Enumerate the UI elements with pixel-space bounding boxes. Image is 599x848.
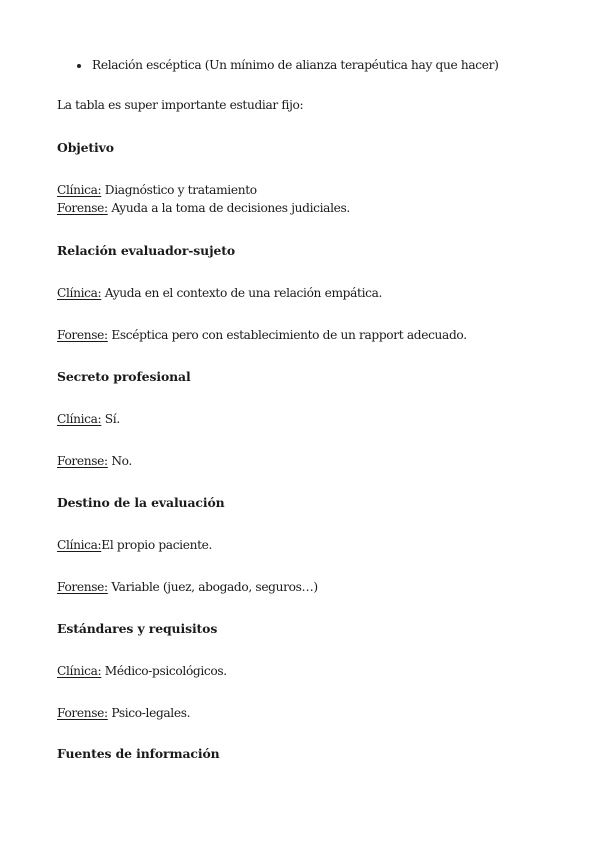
bullet-icon bbox=[77, 64, 81, 68]
clinica-label: Clínica: bbox=[57, 286, 102, 300]
section-heading-objetivo: Objetivo bbox=[57, 140, 114, 155]
forense-label: Forense: bbox=[57, 454, 108, 468]
intro-paragraph: La tabla es super importante estudiar fijo: bbox=[57, 98, 304, 112]
forense-text: No. bbox=[107, 454, 132, 468]
forense-relacion bbox=[57, 327, 467, 343]
forense-label: Forense: bbox=[57, 706, 108, 720]
clinica-label: Clínica: bbox=[57, 183, 102, 197]
bullet-item: Relación escéptica (Un mínimo de alianza terapéutica hay que hacer) bbox=[92, 58, 499, 72]
forense-label: Forense: bbox=[57, 201, 108, 215]
clinica-label: Clínica: bbox=[57, 538, 102, 552]
clinica-text: Ayuda en el contexto de una relación empática. bbox=[101, 286, 383, 300]
section-heading-relacion: Relación evaluador-sujeto bbox=[57, 243, 236, 258]
clinica-text: Diagnóstico y tratamiento bbox=[101, 183, 257, 197]
forense-objetivo bbox=[57, 200, 350, 216]
section-heading-fuentes: Fuentes de información bbox=[57, 746, 220, 761]
forense-estandares bbox=[57, 705, 190, 721]
section-heading-secreto: Secreto profesional bbox=[57, 369, 191, 384]
forense-destino bbox=[57, 579, 318, 595]
clinica-text: Médico-psicológicos. bbox=[101, 664, 227, 678]
clinica-relacion bbox=[57, 285, 382, 301]
clinica-secreto bbox=[57, 411, 120, 427]
clinica-label: Clínica: bbox=[57, 664, 102, 678]
forense-text: Escéptica pero con establecimiento de un rapport adecuado. bbox=[107, 328, 467, 342]
clinica-text: El propio paciente. bbox=[101, 538, 213, 552]
forense-secreto bbox=[57, 453, 132, 469]
clinica-estandares bbox=[57, 663, 227, 679]
forense-text: Psico-legales. bbox=[107, 706, 191, 720]
forense-label: Forense: bbox=[57, 580, 108, 594]
forense-text: Ayuda a la toma de decisiones judiciales. bbox=[107, 201, 350, 215]
clinica-objetivo bbox=[57, 182, 257, 198]
clinica-text: Sí. bbox=[101, 412, 120, 426]
section-heading-estandares: Estándares y requisitos bbox=[57, 621, 218, 636]
section-heading-destino: Destino de la evaluación bbox=[57, 495, 225, 510]
forense-label: Forense: bbox=[57, 328, 108, 342]
clinica-destino bbox=[57, 537, 212, 553]
clinica-label: Clínica: bbox=[57, 412, 102, 426]
forense-text: Variable (juez, abogado, seguros…) bbox=[107, 580, 318, 594]
